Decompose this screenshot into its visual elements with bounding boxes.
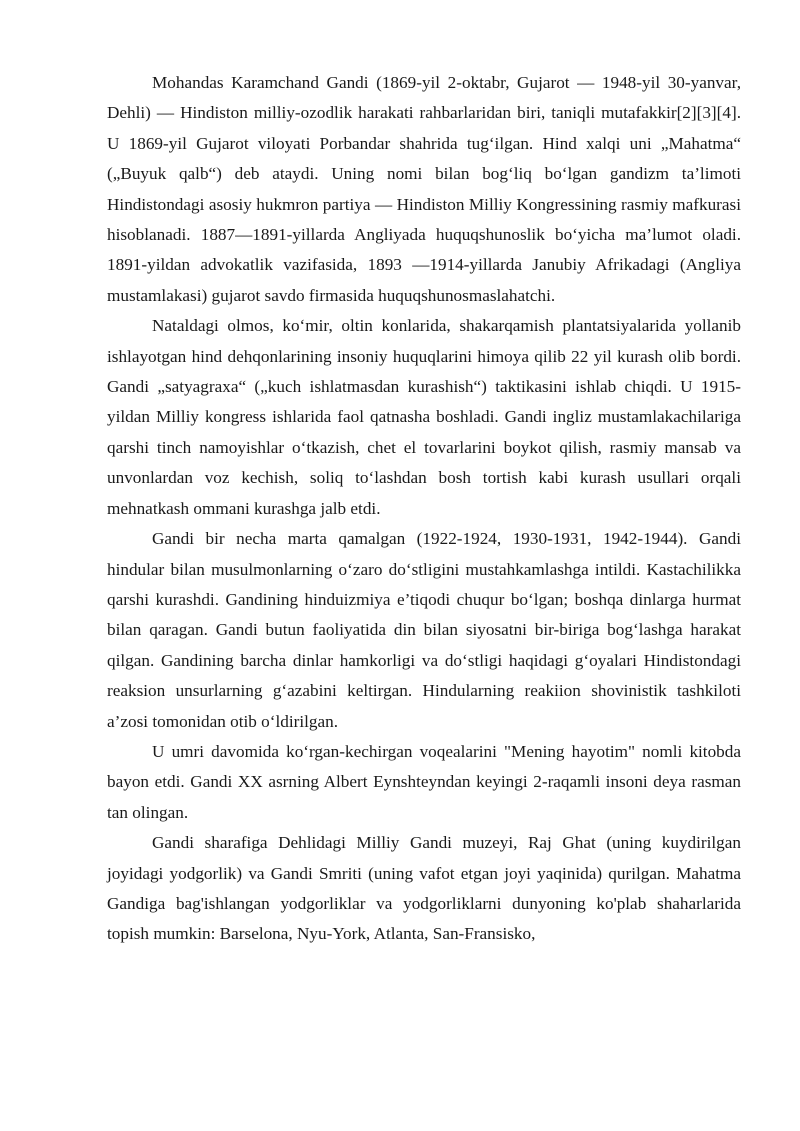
paragraph-memorials: Gandi sharafiga Dehlidagi Milliy Gandi muzeyi, Raj Ghat (uning kuydirilgan joyidagi yodgorlik) va Gandi Smriti (uning vafot etgan joyi yaqinida) qurilgan. Mahatma Gandiga bag'ishlangan yodgorliklar va yodgorliklarni dunyoning ko'plab shaharlarida topish mumkin: Barselona, Nyu-York, Atlanta, San-Fransisko, xyxy=(107,833,741,944)
paragraph-imprisonment: Gandi bir necha marta qamalgan (1922-1924, 1930-1931, 1942-1944). Gandi hindular bilan musulmonlarning o‘zaro do‘stligini mustahkamlashga intildi. Kastachilikka qarshi kurashdi. Gandining hinduizmiya e’tiqodi chuqur bo‘lgan; boshqa dinlarga hurmat bilan qaragan. Gandi butun faoliyatida din bilan siyosatni bir-biriga bog‘lashga harakat qilgan. Gandining barcha dinlar hamkorligi va do‘stligi haqidagi g‘oyalari Hindistondagi reaksion unsurlarning g‘azabini keltirgan. Hindularning reakiion shovinistik tashkiloti a’zosi tomonidan otib o‘ldirilgan. xyxy=(107,529,741,731)
document-body xyxy=(107,68,741,950)
paragraph-autobiography: U umri davomida ko‘rgan-kechirgan voqealarini "Mening hayotim" nomli kitobda bayon etdi. Gandi XX asrning Albert Eynshteyndan keyingi 2-raqamli insoni deya rasman tan olingan. xyxy=(107,741,741,822)
paragraph-natal-struggle: Nataldagi olmos, ko‘mir, oltin konlarida, shakarqamish plantatsiyalarida yollanib ishlayotgan hind dehqonlarining insoniy huquqlarini himoya qilib 22 yil kurash olib bordi. Gandi „satyagraxa“ („kuch ishlatmasdan kurashish“) taktikasini ishlab chiqdi. U 1915-yildan Milliy kongress ishlarida faol qatnasha boshladi. Gandi ingliz mustamlakachilariga qarshi tinch namoyishlar o‘tkazish, chet el tovarlarini boykot qilish, rasmiy mansab va unvonlardan voz kechish, soliq to‘lashdan bosh tortish kabi kurash usullari orqali mehnatkash ommani kurashga jalb etdi. xyxy=(107,316,741,518)
paragraph-biography-intro: Mohandas Karamchand Gandi (1869-yil 2-oktabr, Gujarot — 1948-yil 30-yanvar, Dehli) — Hindiston milliy-ozodlik harakati rahbarlaridan biri, taniqli mutafakkir[2][3][4]. U 1869-yil Gujarot viloyati Porbandar shahrida tug‘ilgan. Hind xalqi uni „Mahatma“ („Buyuk qalb“) deb ataydi. Uning nomi bilan bog‘liq bo‘lgan gandizm ta’limoti Hindistondagi asosiy hukmron partiya — Hindiston Milliy Kongressining rasmiy mafkurasi hisoblanadi. 1887—1891-yillarda Angliyada huquqshunoslik bo‘yicha ma’lumot oladi. 1891-yildan advokatlik vazifasida, 1893 —1914-yillarda Janubiy Afrikadagi (Angliya mustamlakasi) gujarot savdo firmasida huquqshunosmaslahatchi. xyxy=(107,73,741,305)
